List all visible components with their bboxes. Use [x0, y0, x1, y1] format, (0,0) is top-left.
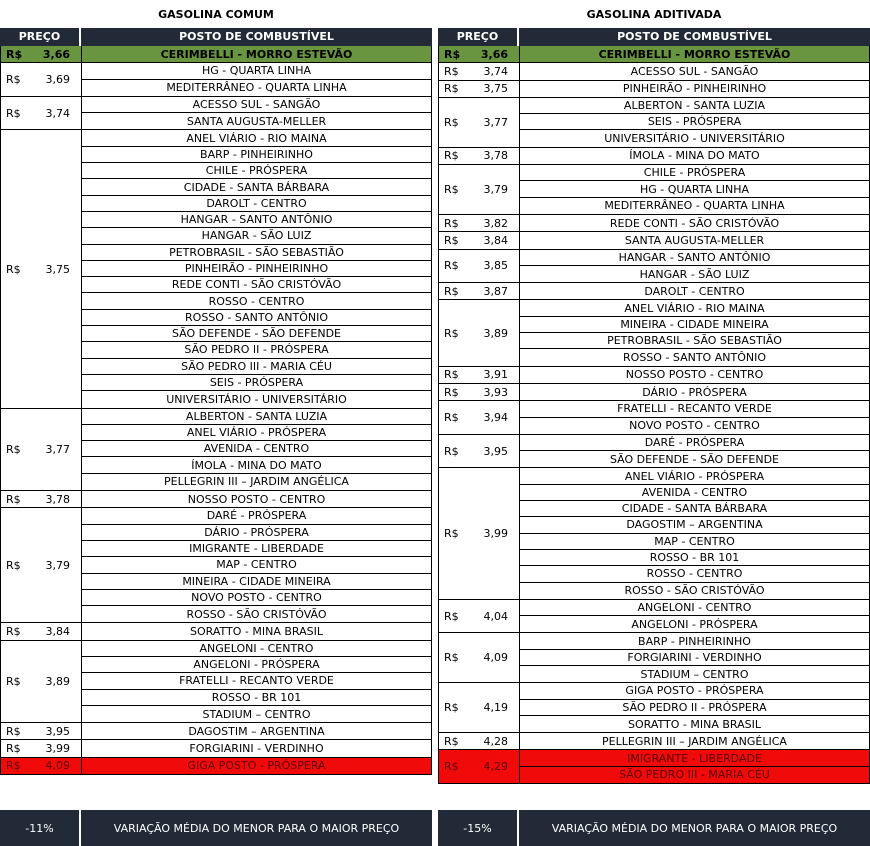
price-cell	[1, 758, 82, 774]
station-name: ROSSO - BR 101	[520, 550, 869, 566]
price-group	[1, 46, 431, 63]
station-list	[82, 623, 431, 639]
price-value: 3,77	[483, 115, 508, 129]
currency-symbol: R$	[444, 115, 459, 129]
station-name: ÍMOLA - MINA DO MATO	[82, 457, 431, 473]
station-name: ALBERTON - SANTA LUZIA	[82, 409, 431, 425]
price-value: 3,78	[45, 492, 70, 506]
price-cell	[439, 600, 520, 633]
currency-symbol: R$	[6, 106, 21, 120]
station-name: STADIUM – CENTRO	[202, 707, 311, 721]
station-list	[82, 409, 431, 490]
station-name: ROSSO - SANTO ANTÔNIO	[82, 310, 431, 326]
price-cell	[1, 409, 82, 490]
price-value: 3,99	[45, 742, 70, 756]
price-group	[1, 623, 431, 640]
station-name: FRATELLI - RECANTO VERDE	[82, 673, 431, 689]
currency-symbol: R$	[444, 216, 459, 230]
currency-symbol: R$	[6, 47, 23, 61]
station-name: NOSSO POSTO - CENTRO	[625, 368, 764, 382]
price-value: 3,75	[45, 262, 70, 276]
station-name: PETROBRASIL - SÃO SEBASTIÃO	[82, 245, 431, 261]
price-value: 4,28	[483, 734, 508, 748]
currency-symbol: R$	[444, 609, 459, 623]
price-value: 3,99	[483, 527, 508, 541]
price-cell	[1, 63, 82, 96]
station-list	[520, 215, 869, 231]
station-name: ROSSO - CENTRO	[520, 566, 869, 582]
station-list	[520, 600, 869, 633]
station-list	[520, 46, 869, 62]
station-name: SÃO DEFENDE - SÃO DEFENDE	[82, 326, 431, 342]
panel-title: GASOLINA COMUM	[158, 8, 274, 21]
station-name: DÁRIO - PRÓSPERA	[642, 385, 747, 399]
currency-symbol: R$	[6, 262, 21, 276]
station-list	[82, 46, 431, 62]
station-name: ROSSO - SÃO CRISTÓVÃO	[186, 607, 327, 621]
price-cell	[1, 508, 82, 622]
price-group	[1, 130, 431, 408]
price-group	[1, 409, 431, 491]
price-group	[439, 46, 869, 63]
station-list	[82, 63, 431, 96]
station-name: SORATTO - MINA BRASIL	[628, 717, 761, 731]
price-cell	[1, 97, 82, 130]
station-name: ANGELONI - CENTRO	[82, 641, 431, 657]
station-list	[520, 165, 869, 214]
station-list	[520, 750, 869, 783]
station-list	[520, 733, 869, 749]
station-name: MINEIRA - CIDADE MINEIRA	[82, 574, 431, 590]
price-group	[1, 491, 431, 508]
station-list	[520, 63, 869, 79]
station-name: SÃO PEDRO III - MARIA CÉU	[619, 768, 770, 782]
station-name: REDE CONTI - SÃO CRISTÓVÃO	[82, 277, 431, 293]
currency-symbol: R$	[6, 625, 21, 639]
footer-variation	[0, 810, 432, 846]
currency-symbol: R$	[444, 149, 459, 163]
currency-symbol: R$	[6, 674, 21, 688]
price-group	[439, 250, 869, 284]
panel-gasolina-aditivada	[438, 0, 870, 846]
currency-symbol: R$	[444, 368, 459, 382]
station-name: UNIVERSITÁRIO - UNIVERSITÁRIO	[166, 392, 347, 406]
station-name: ANEL VIÁRIO - PRÓSPERA	[520, 468, 869, 484]
price-cell	[439, 98, 520, 147]
price-group	[439, 148, 869, 165]
station-list	[82, 130, 431, 407]
station-list	[520, 683, 869, 732]
station-name: NOVO POSTO - CENTRO	[82, 590, 431, 606]
price-group	[1, 63, 431, 97]
price-cell	[439, 215, 520, 231]
currency-symbol: R$	[444, 444, 459, 458]
station-name: MEDITERRÂNEO - QUARTA LINHA	[166, 81, 347, 95]
station-name: SEIS - PRÓSPERA	[520, 114, 869, 130]
currency-symbol: R$	[444, 64, 459, 78]
price-group	[439, 384, 869, 401]
station-list	[520, 468, 869, 598]
station-name: CHILE - PRÓSPERA	[82, 163, 431, 179]
station-name: SANTA AUGUSTA-MELLER	[624, 233, 765, 247]
currency-symbol: R$	[444, 701, 459, 715]
variation-label: VARIAÇÃO MÉDIA DO MENOR PARA O MAIOR PREÇO	[551, 821, 838, 835]
header-price: PREÇO	[438, 28, 519, 46]
station-name: CERIMBELLI - MORRO ESTEVÃO	[160, 47, 353, 61]
station-name: REDE CONTI - SÃO CRISTÓVÃO	[609, 216, 780, 230]
price-group	[439, 367, 869, 384]
station-name: CIDADE - SANTA BÁRBARA	[520, 501, 869, 517]
currency-symbol: R$	[444, 385, 459, 399]
price-group	[439, 733, 869, 750]
station-list	[520, 633, 869, 682]
station-list	[520, 98, 869, 147]
station-name: GIGA POSTO - PRÓSPERA	[187, 759, 326, 773]
price-cell	[439, 148, 520, 164]
price-group	[1, 641, 431, 723]
price-group	[439, 300, 869, 366]
price-value: 3,89	[45, 674, 70, 688]
station-name: HG - QUARTA LINHA	[82, 63, 431, 79]
price-cell	[439, 468, 520, 598]
price-cell	[1, 723, 82, 739]
price-value: 3,84	[45, 625, 70, 639]
currency-symbol: R$	[444, 82, 459, 96]
station-name: UNIVERSITÁRIO - UNIVERSITÁRIO	[604, 132, 785, 146]
panel-gasolina-comum	[0, 0, 432, 846]
price-group	[439, 215, 869, 232]
price-group	[439, 468, 869, 599]
price-group	[1, 723, 431, 740]
station-name: GIGA POSTO - PRÓSPERA	[520, 683, 869, 699]
price-cell	[1, 130, 82, 407]
station-name: NOVO POSTO - CENTRO	[629, 419, 760, 433]
price-value: 4,04	[483, 609, 508, 623]
station-name: HG - QUARTA LINHA	[520, 181, 869, 197]
price-value: 3,89	[483, 326, 508, 340]
station-name: ANEL VIÁRIO - PRÓSPERA	[82, 425, 431, 441]
station-name: AVENIDA - CENTRO	[520, 485, 869, 501]
price-value: 3,93	[483, 385, 508, 399]
currency-symbol: R$	[6, 492, 21, 506]
price-value: 3,75	[483, 82, 508, 96]
price-cell	[439, 633, 520, 682]
station-name: ACESSO SUL - SANGÃO	[82, 97, 431, 113]
currency-symbol: R$	[444, 233, 459, 247]
currency-symbol: R$	[6, 558, 21, 572]
station-name: ANGELONI - PRÓSPERA	[631, 617, 758, 631]
station-name: HANGAR - SANTO ANTÔNIO	[520, 250, 869, 266]
price-cell	[439, 63, 520, 79]
price-cell	[439, 367, 520, 383]
station-list	[82, 740, 431, 756]
station-name: ANGELONI - CENTRO	[520, 600, 869, 616]
price-value: 3,79	[45, 558, 70, 572]
station-name: ROSSO - CENTRO	[82, 293, 431, 309]
station-name: HANGAR - SÃO LUIZ	[639, 267, 750, 281]
price-group	[439, 232, 869, 249]
station-list	[520, 250, 869, 283]
station-list	[82, 641, 431, 722]
station-name: ROSSO - BR 101	[82, 690, 431, 706]
currency-symbol: R$	[444, 651, 459, 665]
station-name: DAGOSTIM – ARGENTINA	[520, 517, 869, 533]
station-list	[520, 283, 869, 299]
station-list	[82, 758, 431, 774]
price-value: 3,69	[45, 73, 70, 87]
variation-percent: -11%	[0, 810, 81, 846]
price-cell	[1, 623, 82, 639]
station-name: SÃO PEDRO II - PRÓSPERA	[520, 700, 869, 716]
station-name: ACESSO SUL - SANGÃO	[630, 64, 759, 78]
price-group	[439, 98, 869, 148]
price-value: 4,09	[483, 651, 508, 665]
price-group	[439, 81, 869, 98]
price-value: 3,66	[480, 47, 508, 61]
currency-symbol: R$	[444, 183, 459, 197]
price-cell	[1, 740, 82, 756]
station-name: DARÉ - PRÓSPERA	[520, 435, 869, 451]
station-name: ANGELONI - PRÓSPERA	[82, 657, 431, 673]
station-name: ROSSO - SÃO CRISTÓVÃO	[624, 584, 765, 598]
price-group	[439, 63, 869, 80]
station-name: NOSSO POSTO - CENTRO	[187, 492, 326, 506]
price-group	[439, 401, 869, 435]
station-name: DAROLT - CENTRO	[644, 284, 745, 298]
price-value: 3,78	[483, 149, 508, 163]
currency-symbol: R$	[6, 73, 21, 87]
price-group	[439, 283, 869, 300]
header-station: POSTO DE COMBUSTÍVEL	[179, 30, 334, 43]
price-cell	[439, 46, 520, 62]
price-value: 4,29	[483, 760, 508, 774]
table-header	[438, 28, 870, 46]
station-name: FORGIARINI - VERDINHO	[520, 650, 869, 666]
table-header	[0, 28, 432, 46]
price-group	[439, 165, 869, 215]
price-value: 3,85	[483, 259, 508, 273]
station-name: DAGOSTIM – ARGENTINA	[188, 724, 325, 738]
price-value: 3,95	[483, 444, 508, 458]
station-name: SEIS - PRÓSPERA	[82, 375, 431, 391]
currency-symbol: R$	[6, 759, 21, 773]
price-group	[439, 435, 869, 469]
price-group	[439, 750, 869, 784]
variation-label: VARIAÇÃO MÉDIA DO MENOR PARA O MAIOR PREÇO	[113, 821, 400, 835]
station-name: ANEL VIÁRIO - RIO MAINA	[520, 300, 869, 316]
station-name: CERIMBELLI - MORRO ESTEVÃO	[598, 47, 791, 61]
price-table	[438, 46, 870, 784]
station-name: CHILE - PRÓSPERA	[520, 165, 869, 181]
station-name: PINHEIRÃO - PINHEIRINHO	[622, 82, 767, 96]
price-cell	[439, 283, 520, 299]
station-name: SÃO PEDRO II - PRÓSPERA	[82, 342, 431, 358]
currency-symbol: R$	[444, 411, 459, 425]
station-name: CIDADE - SANTA BÁRBARA	[82, 179, 431, 195]
price-value: 4,09	[45, 759, 70, 773]
station-list	[82, 491, 431, 507]
price-cell	[439, 750, 520, 783]
station-name: PELLEGRIN III – JARDIM ANGÉLICA	[164, 475, 349, 489]
price-cell	[1, 46, 82, 62]
station-name: SORATTO - MINA BRASIL	[190, 625, 323, 639]
station-name: AVENIDA - CENTRO	[82, 441, 431, 457]
price-cell	[439, 384, 520, 400]
station-name: DARÉ - PRÓSPERA	[82, 508, 431, 524]
price-cell	[439, 401, 520, 434]
station-name: MAP - CENTRO	[520, 534, 869, 550]
price-cell	[439, 81, 520, 97]
station-list	[82, 723, 431, 739]
station-list	[520, 81, 869, 97]
variation-percent: -15%	[438, 810, 519, 846]
station-name: ROSSO - SANTO ANTÔNIO	[623, 350, 766, 364]
station-name: PINHEIRÃO - PINHEIRINHO	[82, 261, 431, 277]
currency-symbol: R$	[6, 742, 21, 756]
station-name: MINEIRA - CIDADE MINEIRA	[520, 317, 869, 333]
price-group	[1, 97, 431, 131]
panel-title: GASOLINA ADITIVADA	[586, 8, 722, 21]
currency-symbol: R$	[444, 734, 459, 748]
currency-symbol: R$	[444, 326, 459, 340]
price-cell	[439, 733, 520, 749]
currency-symbol: R$	[444, 760, 459, 774]
footer-variation	[438, 810, 870, 846]
station-list	[520, 232, 869, 248]
station-name: SÃO PEDRO III - MARIA CÉU	[82, 359, 431, 375]
price-cell	[439, 683, 520, 732]
price-value: 3,87	[483, 284, 508, 298]
station-name: ANEL VIÁRIO - RIO MAINA	[82, 130, 431, 146]
price-group	[1, 758, 431, 775]
price-group	[439, 633, 869, 683]
station-name: MAP - CENTRO	[82, 557, 431, 573]
price-cell	[1, 641, 82, 722]
header-station: POSTO DE COMBUSTÍVEL	[617, 30, 772, 43]
price-table	[0, 46, 432, 775]
station-name: BARP - PINHEIRINHO	[520, 633, 869, 649]
currency-symbol: R$	[444, 47, 461, 61]
station-name: STADIUM – CENTRO	[640, 667, 749, 681]
station-list	[82, 97, 431, 130]
price-value: 4,19	[483, 701, 508, 715]
station-list	[82, 508, 431, 622]
station-name: IMIGRANTE - LIBERDADE	[520, 750, 869, 766]
currency-symbol: R$	[444, 527, 459, 541]
station-name: PELLEGRIN III – JARDIM ANGÉLICA	[602, 734, 787, 748]
price-value: 3,84	[483, 233, 508, 247]
price-cell	[439, 232, 520, 248]
price-cell	[439, 300, 520, 365]
price-value: 3,74	[483, 64, 508, 78]
price-cell	[439, 165, 520, 214]
station-list	[520, 300, 869, 365]
station-name: ÍMOLA - MINA DO MATO	[629, 149, 760, 163]
currency-symbol: R$	[444, 284, 459, 298]
station-name: PETROBRASIL - SÃO SEBASTIÃO	[520, 333, 869, 349]
station-name: HANGAR - SÃO LUIZ	[82, 228, 431, 244]
currency-symbol: R$	[6, 442, 21, 456]
price-value: 3,77	[45, 442, 70, 456]
station-name: DÁRIO - PRÓSPERA	[82, 525, 431, 541]
station-list	[520, 384, 869, 400]
station-name: DAROLT - CENTRO	[82, 196, 431, 212]
station-name: MEDITERRÂNEO - QUARTA LINHA	[604, 199, 785, 213]
station-name: SANTA AUGUSTA-MELLER	[186, 114, 327, 128]
price-value: 3,74	[45, 106, 70, 120]
station-name: BARP - PINHEIRINHO	[82, 147, 431, 163]
station-name: FORGIARINI - VERDINHO	[189, 742, 324, 756]
station-list	[520, 401, 869, 434]
station-list	[520, 148, 869, 164]
price-value: 3,91	[483, 368, 508, 382]
price-cell	[439, 250, 520, 283]
price-group	[439, 600, 869, 634]
station-name: IMIGRANTE - LIBERDADE	[82, 541, 431, 557]
station-name: FRATELLI - RECANTO VERDE	[520, 401, 869, 417]
station-list	[520, 435, 869, 468]
price-value: 3,82	[483, 216, 508, 230]
currency-symbol: R$	[6, 724, 21, 738]
price-value: 3,95	[45, 724, 70, 738]
price-cell	[1, 491, 82, 507]
header-price: PREÇO	[0, 28, 81, 46]
price-value: 3,79	[483, 183, 508, 197]
station-name: HANGAR - SANTO ANTÔNIO	[82, 212, 431, 228]
currency-symbol: R$	[444, 259, 459, 273]
price-value: 3,94	[483, 411, 508, 425]
price-value: 3,66	[42, 47, 70, 61]
station-list	[520, 367, 869, 383]
price-group	[439, 683, 869, 733]
station-name: ALBERTON - SANTA LUZIA	[520, 98, 869, 114]
price-group	[1, 508, 431, 623]
price-group	[1, 740, 431, 757]
station-name: SÃO DEFENDE - SÃO DEFENDE	[609, 452, 779, 466]
price-cell	[439, 435, 520, 468]
